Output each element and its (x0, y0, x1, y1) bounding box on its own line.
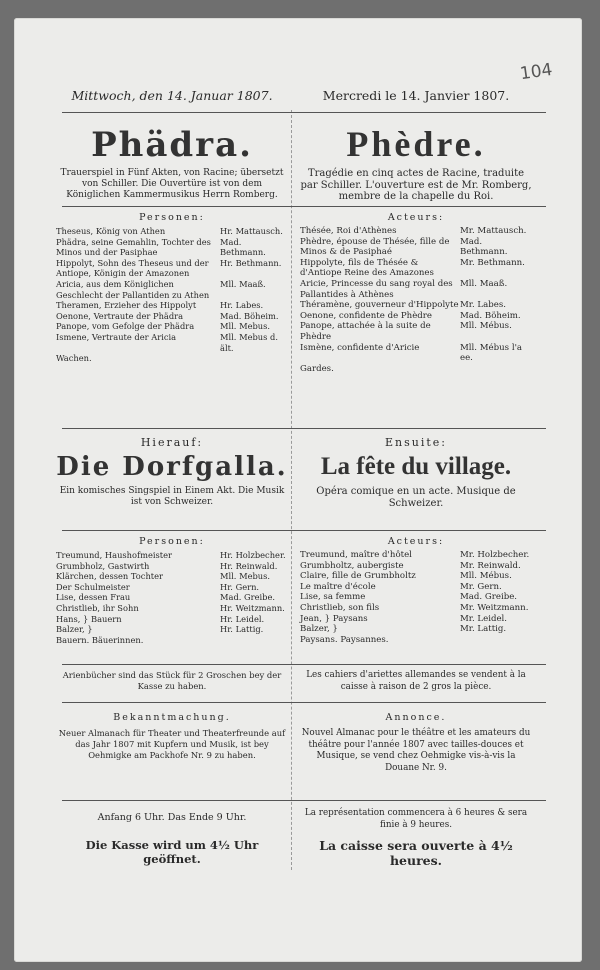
cast-row (300, 550, 532, 561)
cast-role: Ismène, confidente d'Aricie (300, 342, 420, 353)
divider (62, 112, 546, 113)
cast-row (56, 624, 288, 635)
right-title: Phèdre. (346, 124, 486, 164)
left-times: Anfang 6 Uhr. Das Ende 9 Uhr. (97, 812, 247, 823)
cast-role: Claire, fille de Grumbholtz (300, 571, 416, 582)
cast-role: Bauern. Bäuerinnen. (56, 634, 144, 645)
cast-row (56, 226, 288, 237)
cast-role: Theramen, Erzieher des Hippolyt (56, 300, 197, 311)
cast-row (56, 321, 288, 332)
cast-row (56, 237, 288, 258)
cast-row (56, 279, 288, 300)
cast-row (56, 561, 288, 572)
cast-role: Hippolyt, Sohn des Theseus und der Antiope, Königin der Amazonen (56, 257, 209, 279)
cast-role: Théramène, gouverneur d'Hippolyte (300, 300, 459, 311)
divider (62, 530, 546, 531)
cast-actor: Mad. Böheim. (220, 310, 279, 321)
cast-row (56, 300, 288, 311)
cast-actor: Hr. Leidel. (220, 613, 265, 624)
cast-row (300, 561, 532, 572)
cast-row (300, 603, 532, 614)
left-ariettes: Arienbücher sind das Stück für 2 Groschen bey der Kasse zu haben. (62, 670, 282, 691)
right-cast-heading: Acteurs: (387, 212, 445, 223)
cast-row (56, 592, 288, 603)
cast-role: Thésée, Roi d'Athènes (300, 226, 397, 236)
left-subtitle: Trauerspiel in Fünf Akten, von Racine; übersetzt von Schiller. Die Ouvertüre ist von dem Königlichen Kammermusikus Herrn Romberg. (60, 168, 284, 200)
cast-role: Lise, sa femme (300, 592, 366, 603)
right-box-office: La caisse sera ouverte à 4½ heures. (319, 838, 513, 868)
left-subtitle2: Ein komisches Singspiel in Einem Akt. Die Musik ist von Schweizer. (59, 486, 285, 507)
cast-row (300, 300, 532, 311)
right-date: Mercredi le 14. Janvier 1807. (322, 88, 510, 103)
cast-row (300, 321, 532, 342)
cast-actor: Mll. Maaß. (220, 278, 266, 289)
cast-row (300, 311, 532, 322)
cast-row (300, 624, 532, 635)
divider (62, 702, 546, 703)
cast-actor: Mll. Mebus d. ält. (220, 331, 278, 353)
cast-actor: Hr. Lattig. (220, 624, 264, 635)
cast-actor: Mad. Greibe. (460, 592, 518, 603)
right-subtitle2: Opéra comique en un acte. Musique de Schweizer. (316, 486, 516, 509)
cast-actor: Mll. Maaß. (460, 278, 508, 289)
cast-row (56, 571, 288, 582)
cast-row (56, 550, 288, 561)
cast-row (56, 311, 288, 322)
cast-row (56, 332, 288, 353)
cast-role: Le maître d'école (300, 581, 376, 592)
right-subtitle: Tragédie en cinq actes de Racine, traduite par Schiller. L'ouverture est de Mr. Romberg, membre de la chapelle du Roi. (300, 168, 532, 202)
left-notice-heading: Bekanntmachung. (113, 712, 231, 723)
left-title: Phädra. (91, 125, 253, 165)
cast-row (300, 364, 532, 375)
cast-row (300, 592, 532, 603)
cast-role: Aricie, Princesse du sang royal des Pallantides à Athènes (300, 278, 453, 300)
cast-role: Phädra, seine Gemahlin, Tochter des Minos und der Pasiphae (56, 236, 211, 258)
cast-actor: Hr. Gern. (220, 581, 260, 592)
cast-actor: Hr. Bethmann. (220, 257, 282, 268)
cast-actor: Mll. Mébus l'a ee. (460, 342, 523, 364)
cast-role: Treumund, Haushofmeister (56, 550, 172, 560)
cast-actor: Mr. Holzbecher. (460, 550, 530, 560)
cast-role: Klärchen, dessen Tochter (56, 571, 163, 582)
cast-actor: Hr. Reinwald. (220, 560, 278, 571)
cast-actor: Mll. Mébus. (460, 571, 512, 582)
cast-row (56, 635, 288, 646)
left-date: Mittwoch, den 14. Januar 1807. (71, 88, 273, 103)
right-then: Ensuite: (385, 436, 447, 449)
left-notice: Neuer Almanach für Theater und Theaterfreunde auf das Jahr 1807 mit Kupfern und Musik, ist bey Oehmigke am Packhofe Nr. 9 zu haben. (58, 728, 286, 760)
cast-role: Christlieb, ihr Sohn (56, 602, 139, 613)
cast-actor: Mr. Labes. (460, 300, 506, 311)
cast-role: Aricia, aus dem Königlichen Geschlecht der Pallantiden zu Athen (56, 278, 210, 300)
cast-actor: Hr. Holzbecher. (220, 550, 286, 560)
cast-role: Lise, dessen Frau (56, 592, 131, 603)
cast-role: Oenone, confidente de Phèdre (300, 310, 432, 321)
divider (62, 664, 546, 665)
left-title2: Die Dorfgalla. (56, 452, 288, 482)
cast-actor (220, 353, 288, 364)
cast-role: Oenone, Vertraute der Phädra (56, 310, 184, 321)
cast-row (300, 571, 532, 582)
cast-row (300, 279, 532, 300)
left-cast-list (56, 226, 288, 364)
right-cast-list (300, 226, 532, 374)
cast-actor: Mll. Mebus. (220, 571, 271, 582)
divider (62, 428, 546, 429)
cast-actor: Mll. Mebus. (220, 321, 271, 332)
right-ariettes: Les cahiers d'ariettes allemandes se vendent à la caisse à raison de 2 gros la pièce. (306, 670, 526, 692)
cast-actor: Mr. Lattig. (460, 624, 507, 635)
cast-role: Panope, attachée à la suite de Phèdre (300, 321, 431, 342)
column-separator (291, 110, 292, 870)
cast-role: Jean, } Paysans (300, 613, 368, 624)
cast-actor: Hr. Labes. (220, 300, 264, 311)
cast-actor: Mr. Mattausch. (460, 226, 527, 236)
cast-row (56, 353, 288, 364)
cast-row (300, 614, 532, 625)
cast-role: Wachen. (56, 353, 92, 364)
left-box-office: Die Kasse wird um 4½ Uhr geöffnet. (85, 838, 259, 866)
left-then: Hierauf: (140, 436, 204, 449)
cast-actor (220, 635, 288, 646)
right-cast2-heading: Acteurs: (387, 536, 445, 547)
divider (62, 800, 546, 801)
cast-role: Der Schulmeister (56, 581, 130, 592)
right-notice: Nouvel Almanac pour le théâtre et les amateurs du théâtre pour l'année 1807 avec tailles-douces et Musique, se vend chez Oehmigke vis-à-vis la Douane Nr. 9. (301, 728, 531, 773)
cast-actor: Mad. Greibe. (220, 592, 276, 603)
cast-role: Gardes. (300, 363, 334, 374)
cast-role: Grumbholz, Gastwirth (56, 560, 150, 571)
cast-row (300, 635, 532, 646)
cast-row (56, 258, 288, 279)
right-times: La représentation commencera à 6 heures & sera finie à 9 heures. (304, 808, 528, 830)
cast-role: Balzer, } (300, 624, 338, 635)
page-number: 104 (518, 59, 554, 85)
cast-actor: Mr. Gern. (460, 581, 502, 592)
cast-row (56, 603, 288, 614)
cast-role: Grumbholtz, aubergiste (300, 560, 404, 571)
cast-role: Christlieb, son fils (300, 602, 380, 613)
cast-role: Theseus, König von Athen (56, 226, 166, 236)
right-cast2-list (300, 550, 532, 645)
cast-actor: Mad. Bethmann. (460, 236, 508, 258)
cast-row (300, 258, 532, 279)
cast-role: Panope, vom Gefolge der Phädra (56, 321, 195, 332)
cast-actor: Mad. Bethmann. (220, 236, 266, 258)
right-notice-heading: Annonce. (385, 712, 447, 723)
cast-actor: Hr. Weitzmann. (220, 602, 285, 613)
cast-actor: Mr. Bethmann. (460, 257, 525, 268)
cast-row (300, 226, 532, 237)
cast-actor: Mr. Leidel. (460, 613, 508, 624)
right-title2: La fête du village. (320, 453, 512, 480)
cast-actor: Mll. Mébus. (460, 321, 512, 332)
cast-role: Balzer, } (56, 624, 93, 635)
cast-role: Phèdre, épouse de Thésée, fille de Minos & de Pasiphaé (300, 236, 450, 258)
cast-role: Hans, } Bauern (56, 613, 122, 624)
cast-role: Treumund, maître d'hôtel (300, 550, 412, 560)
cast-actor (460, 635, 532, 646)
cast-role: Paysans. Paysannes. (300, 634, 389, 645)
cast-row (56, 614, 288, 625)
cast-actor: Mr. Weitzmann. (460, 602, 529, 613)
cast-actor: Mr. Reinwald. (460, 560, 521, 571)
cast-actor (460, 364, 532, 375)
cast-row (300, 237, 532, 258)
cast-row (300, 582, 532, 593)
divider (62, 206, 546, 207)
cast-actor: Mad. Böheim. (460, 310, 521, 321)
cast-actor: Hr. Mattausch. (220, 226, 283, 236)
left-cast2-heading: Personen: (139, 536, 205, 547)
cast-row (300, 343, 532, 364)
left-cast-heading: Personen: (139, 212, 205, 223)
cast-role: Hippolyte, fils de Thésée & d'Antiope Reine des Amazones (300, 257, 434, 279)
cast-row (56, 582, 288, 593)
left-cast2-list (56, 550, 288, 645)
cast-role: Ismene, Vertraute der Aricia (56, 331, 177, 342)
